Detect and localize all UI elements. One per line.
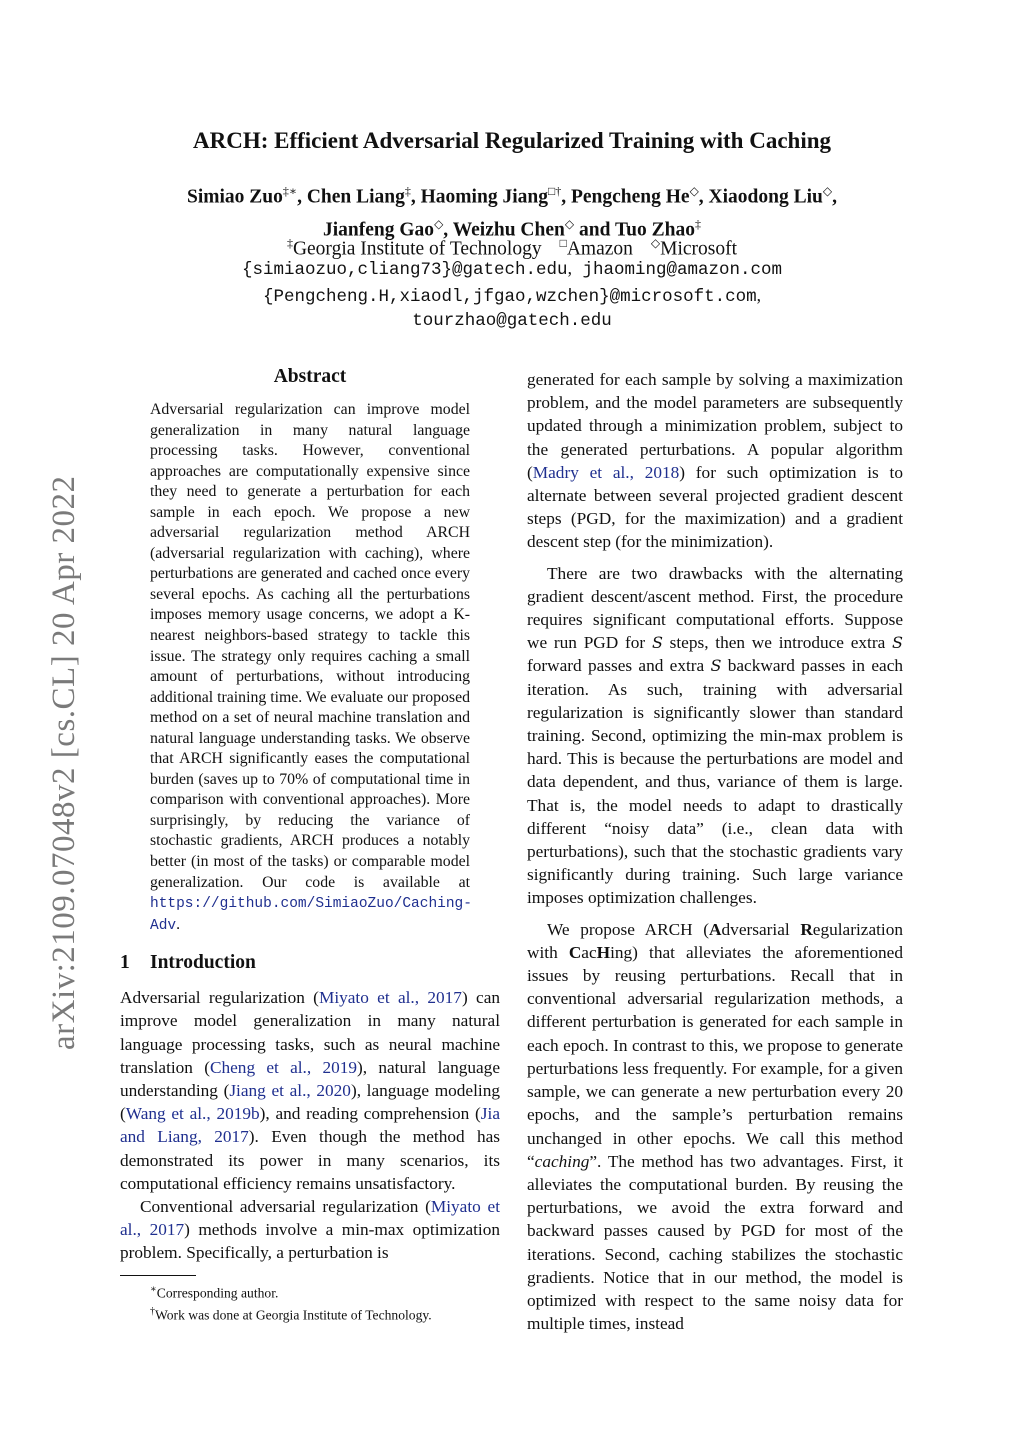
bold-letter: C <box>568 942 582 962</box>
intro-paragraph-1: Adversarial regularization (Miyato et al., 2017) can improve model generalization in many natural language processing tasks, such as neural machine translation (Cheng et al., 2019), natural language understanding (Jiang et al., 2020), language modeling (Wang et al., 2019b), and reading comprehension (Jia and Liang, 2017). Even though the method has demonstrated its power in many scenarios, its computational efficiency remains unsatisfactory. <box>120 988 500 1193</box>
email-microsoft-group: {Pengcheng.H,xiaodl,jfgao,wzchen}@microsoft.com <box>263 286 757 307</box>
author-affiliation-mark: ◇ <box>689 184 699 198</box>
abstract-end: . <box>176 915 181 933</box>
author-affiliation-mark: ‡∗ <box>282 184 298 198</box>
bold-letter: R <box>800 919 813 939</box>
author-conjunction: and <box>574 219 615 240</box>
footnote-text: Work was done at Georgia Institute of Technology. <box>155 1307 432 1323</box>
left-column <box>120 366 500 1325</box>
email-gatech-tuo: tourzhao@gatech.edu <box>412 311 612 331</box>
author-emails <box>0 256 1024 334</box>
footnote-mark: † <box>150 1306 155 1318</box>
affiliation-name: Microsoft <box>660 238 738 260</box>
author-affiliation-mark: ‡ <box>404 184 411 198</box>
bold-letter: H <box>596 942 611 962</box>
author-affiliation-mark: □† <box>547 184 562 198</box>
affiliation-name: Amazon <box>566 238 633 260</box>
citation-link[interactable]: Wang et al., 2019b <box>125 1104 260 1124</box>
author-affiliation-mark: ‡ <box>694 216 701 231</box>
body-paragraph-drawbacks: There are two drawbacks with the alternating gradient descent/ascent method. First, the procedure requires significant computational efforts. Suppose we run PGD for S steps, then we introduce extra S forward passes and extra S backward passes in each iteration. As such, training with adversarial regularization is significantly slower than standard training. Second, optimizing the min-max problem is hard. This is because the perturbations are model and data dependent, and thus, variance of them is large. That is, the model needs to adapt to drastically different “noisy data” (i.e., clean data with perturbations), such that the stochastic gradients vary significantly during training. Such large variance imposes optimization challenges. <box>527 563 904 908</box>
author-name: Jianfeng Gao <box>323 219 435 240</box>
author-name: Weizhu Chen <box>452 219 565 240</box>
citation-link[interactable]: Jia and Liang, 2017 <box>120 1104 500 1147</box>
author-affiliation-mark: ◇ <box>434 216 444 231</box>
citation-link[interactable]: Miyato et al., 2017 <box>120 1197 500 1240</box>
abstract-body <box>150 400 470 936</box>
body-paragraph-continued: generated for each sample by solving a maximization problem, and the model parameters are subsequently updated through a minimization problem, subject to the generated perturbations. A popular algorithm (Madry et al., 2018) for such optimization is to alternate between several projected gradient descent steps (PGD, for the maximization) and a gradient descent step (for the minimization). <box>527 370 903 552</box>
abstract-heading: Abstract <box>273 366 347 387</box>
section-title: Introduction <box>150 952 256 974</box>
email-separator: , <box>756 284 761 305</box>
arxiv-identifier: arXiv:2109.07048v2 [cs.CL] 20 Apr 2022 <box>46 475 82 1050</box>
author-name: Haoming Jiang <box>420 186 548 208</box>
author-list: Simiao Zuo‡∗, Chen Liang‡, Haoming Jiang□†, Pengcheng He◇, Xiaodong Liu◇, Jianfeng Gao◇, Weizhu Chen◇ and Tuo Zhao‡ <box>187 184 837 240</box>
footnote <box>150 1302 500 1325</box>
section-number: 1 <box>120 952 130 974</box>
code-link[interactable]: https://github.com/SimiaoZuo/Caching-Adv <box>150 896 472 934</box>
author-name: Tuo Zhao <box>614 219 695 240</box>
bold-letter: A <box>709 919 722 939</box>
author-name: Pengcheng He <box>570 186 690 208</box>
citation-link[interactable]: Madry et al., 2018 <box>532 462 680 482</box>
section-heading-introduction <box>120 952 500 974</box>
math-symbol: S <box>651 633 663 653</box>
footnote-mark: ∗ <box>150 1283 157 1295</box>
right-column <box>527 368 903 1343</box>
affiliation-mark: ‡ <box>286 236 293 250</box>
intro-paragraph-2: Conventional adversarial regularization (Miyato et al., 2017) methods involve a min-max optimization problem. Specifically, a perturbation is <box>120 1197 500 1263</box>
author-name: Simiao Zuo <box>187 186 283 208</box>
author-name: Xiaodong Liu <box>708 186 823 208</box>
paper-title: ARCH: Efficient Adversarial Regularized Training with Caching <box>192 128 831 153</box>
body-paragraph-proposal: We propose ARCH (Adversarial Regularization with CacHing) that alleviates the aforementioned issues by reusing perturbations. Recall that in conventional adversarial regularization methods, a different perturbation is generated for each sample in each epoch. In contrast to this, we propose to generate perturbations less frequently. For example, for a given sample, we can generate a new perturbation every 20 epochs, and the sample’s perturbation remains unchanged in other epochs. We call this method “caching”. The method has two advantages. First, it alleviates the computational burden. By reusing the perturbations, we avoid the extra forward and backward passes caused by PGD for most of the iterations. Second, caching stabilizes the stochastic gradients. Notice that in our method, the model is optimized with respect to the same noisy data for multiple times, instead <box>527 919 904 1334</box>
email-amazon: jhaoming@amazon.com <box>582 260 782 280</box>
affiliation-name: Georgia Institute of Technology <box>292 238 542 260</box>
affiliation-mark: □ <box>559 236 567 250</box>
author-affiliation-mark: ◇ <box>822 184 833 198</box>
citation-link[interactable]: Miyato et al., 2017 <box>318 988 462 1008</box>
email-separator: , <box>567 258 572 278</box>
footnote <box>150 1280 500 1303</box>
affiliation-mark: ◇ <box>650 236 661 250</box>
footnote-text: Corresponding author. <box>156 1285 279 1301</box>
email-gatech-group: {simiaozuo,cliang73}@gatech.edu <box>242 260 568 280</box>
citation-link[interactable]: Cheng et al., 2019 <box>209 1057 358 1077</box>
author-name: Chen Liang <box>306 186 405 208</box>
math-symbol: S <box>710 656 722 676</box>
footnote-rule <box>120 1275 196 1276</box>
italic-term: caching <box>534 1151 590 1171</box>
citation-link[interactable]: Jiang et al., 2020 <box>229 1081 351 1101</box>
author-affiliation-mark: ◇ <box>564 216 575 231</box>
math-symbol: S <box>892 633 903 653</box>
abstract-text: Adversarial regularization can improve model generalization in many natural language processing tasks. However, conventional approaches are computationally expensive since they need to generate a perturbation for each sample in each epoch. We propose a new adversarial regularization method ARCH (adversarial regularization with caching), where perturbations are generated and cached once every several epochs. As caching all the perturbations imposes memory usage concerns, we adopt a K-nearest neighbors-based strategy to tackle this issue. The strategy only requires caching a small amount of perturbations, without introducing additional training time. We evaluate our proposed method on a set of neural machine translation and natural language understanding tasks. We observe that ARCH significantly eases the computational burden (saves up to 70% of computational time in comparison with conventional approaches). More surprisingly, by reducing the variance of stochastic gradients, ARCH produces a notably better (in most of the tasks) or comparable model generalization. Our code is available at <box>150 401 470 891</box>
